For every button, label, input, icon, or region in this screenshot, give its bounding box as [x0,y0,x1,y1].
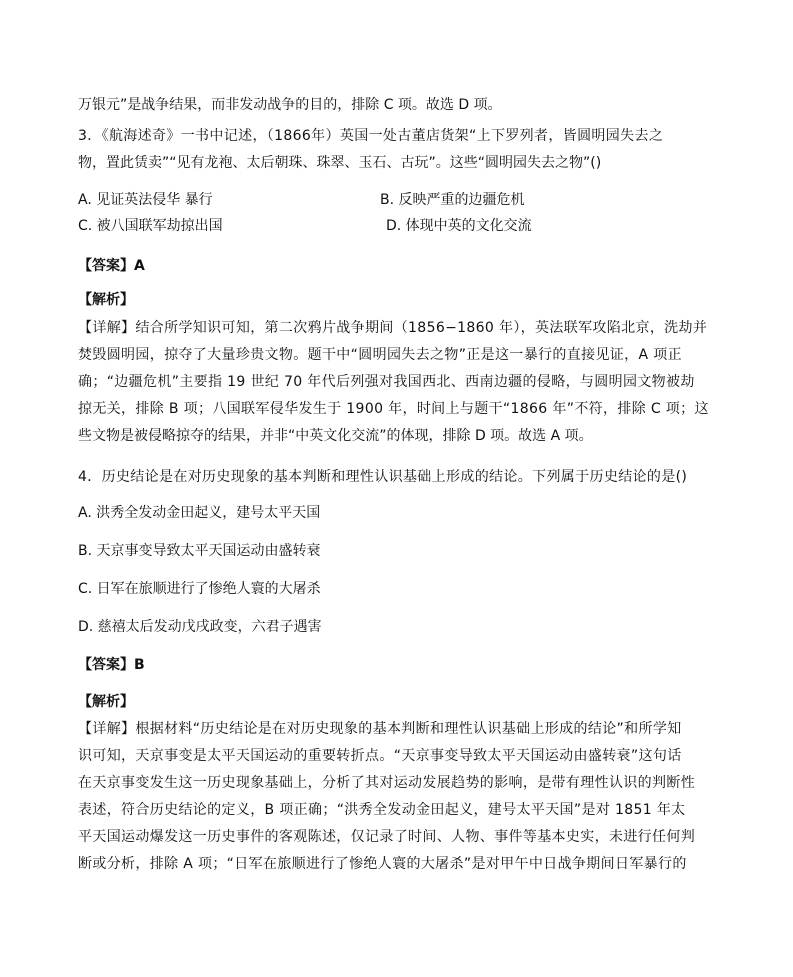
question-4-explanation-line-6: 断或分析，排除 A 项；“日军在旅顺进行了惨绝人寰的大屠杀”是对甲午中日战争期间日军暴行的 [78,856,687,872]
question-3-option-a: A. 见证英法侵华 暴行 [78,192,213,208]
question-3-stem-line-2: 物，置此赁卖”“见有龙袍、太后朝珠、珠翠、玉石、古玩”。这些“圆明园失去之物”() [78,155,602,171]
question-4-option-b: B. 天京事变导致太平天国运动由盛转衰 [78,543,321,559]
question-3-stem-line-1: 3．《航海述奇》一书中记述，（1866年）英国一处古董店货架“上下罗列者，皆圆明园失去之 [78,128,664,144]
question-3-explanation-line-3: 确；“边疆危机”主要指 19 世纪 70 年代后列强对我国西北、西南边疆的侵略，与圆明园文物被劫 [78,374,695,390]
question-3-explanation-line-5: 些文物是被侵略掠夺的结果，并非“中英文化交流”的体现，排除 D 项。故选 A 项。 [78,428,593,444]
question-4-stem: 4．历史结论是在对历史现象的基本判断和理性认识基础上形成的结论。下列属于历史结论的是() [78,469,688,485]
question-3-explanation-line-1: 【详解】结合所学知识可知，第二次鸦片战争期间（1856−1860 年），英法联军攻陷北京，洗劫并 [78,320,708,336]
question-3-explanation-line-4: 掠无关，排除 B 项；八国联军侵华发生于 1900 年，时间上与题干“1866 年”不符，排除 C 项；这 [78,401,709,417]
question-4-explanation-line-4: 表述，符合历史结论的定义，B 项正确；“洪秀全发动金田起义，建号太平天国”是对 1851 年太 [78,802,686,818]
question-4-explanation-line-5: 平天国运动爆发这一历史事件的客观陈述，仅记录了时间、人物、事件等基本史实，未进行任何判 [78,829,696,845]
question-3-option-c: C. 被八国联军劫掠出国 [78,218,223,234]
question-4-option-a: A. 洪秀全发动金田起义，建号太平天国 [78,505,321,521]
question-3-explanation-line-2: 焚毁圆明园，掠夺了大量珍贵文物。题干中“圆明园失去之物”正是这一暴行的直接见证，A 项正 [78,347,682,363]
question-4-explanation-line-1: 【详解】根据材料“历史结论是在对历史现象的基本判断和理性认识基础上形成的结论”和所学知 [78,721,682,737]
question-4-answer: 【答案】B [78,657,145,673]
question-3-option-b: B. 反映严重的边疆危机 [380,192,525,208]
question-4-option-d: D. 慈禧太后发动戊戌政变，六君子遇害 [78,619,322,635]
question-4-analysis-heading: 【解析】 [78,694,134,710]
question-3-answer: 【答案】A [78,258,145,274]
question-4-option-c: C. 日军在旅顺进行了惨绝人寰的大屠杀 [78,581,321,597]
question-4-explanation-line-2: 识可知，天京事变是太平天国运动的重要转折点。“天京事变导致太平天国运动由盛转衰”这句话 [78,748,682,764]
question-4-explanation-line-3: 在天京事变发生这一历史现象基础上，分析了其对运动发展趋势的影响，是带有理性认识的判断性 [78,775,696,791]
answer-tail-line: 万银元”是战争结果，而非发动战争的目的，排除 C 项。故选 D 项。 [78,97,502,113]
question-3-analysis-heading: 【解析】 [78,292,134,308]
question-3-option-d: D. 体现中英的文化交流 [386,218,532,234]
